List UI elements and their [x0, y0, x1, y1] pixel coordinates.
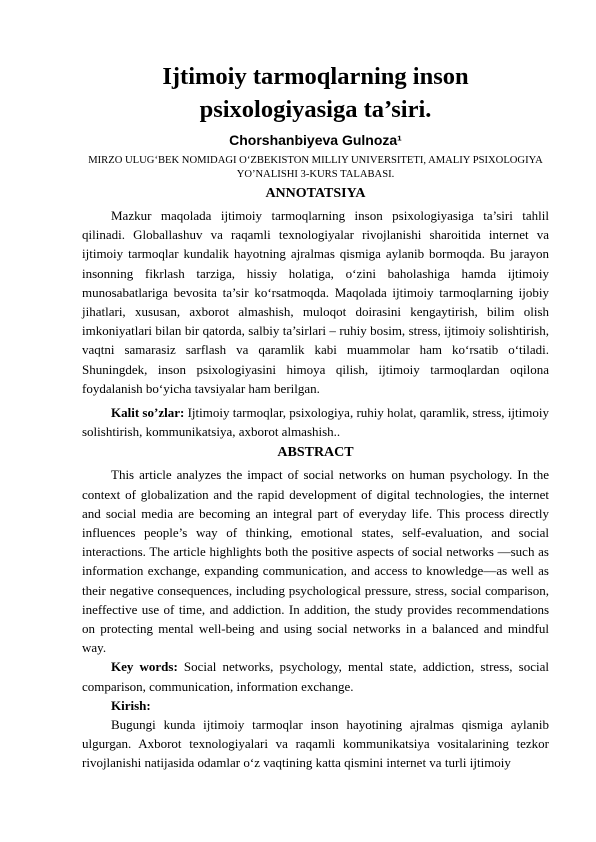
annotation-heading: ANNOTATSIYA	[265, 186, 366, 201]
intro-label: Kirish:	[111, 697, 151, 713]
abstract-keywords-text: Social networks, psychology, mental state, addiction, stress, social comparison, communication, information exchange.	[82, 659, 549, 694]
paper-title: Ijtimoiy tarmoqlarning inson psixologiyasiga ta’siri.	[162, 63, 469, 123]
author-name: Chorshanbiyeva Gulnoza¹	[229, 132, 402, 148]
intro-text: Bugungi kunda ijtimoiy tarmoqlar inson hayotining ajralmas qismiga aylanib ulgurgan. Axborot texnologiyalari va raqamli kommunikatsiya vositalarining tezkor rivojlanishi natijasida odamlar o‘z vaqtining katta qismini internet va turli ijtimoiy	[82, 717, 549, 771]
author-affiliation: MIRZO ULUG‘BEK NOMIDAGI O‘ZBEKISTON MILLIY UNIVERSITETI, AMALIY PSIXOLOGIYA YO’NALISHI 3-KURS TALABASI.	[88, 155, 543, 180]
abstract-keywords	[82, 657, 549, 695]
abstract-text: This article analyzes the impact of social networks on human psychology. In the context of globalization and the rapid development of digital technologies, the internet and social media are becoming an integral part of everyday life. This process directly influences people’s way of thinking, emotional states, self-evaluation, and social interactions. The article highlights both the positive aspects of social networks —such as information exchange, expanding communication, and access to knowledge—as well as their negative consequences, including psychological pressure, stress, social comparison, ineffective use of time, and addiction. In addition, the study provides recommendations on protecting mental well-being and using social networks in a balanced and mindful way.	[82, 467, 549, 656]
abstract-keywords-label: Key words:	[111, 659, 178, 675]
annotation-keywords-label: Kalit so’zlar:	[111, 405, 185, 421]
intro-heading	[82, 696, 549, 715]
annotation-keywords-text: Ijtimoiy tarmoqlar, psixologiya, ruhiy holat, qaramlik, stress, ijtimoiy solishtirish, kommunikatsiya, axborot almashish..	[82, 405, 549, 440]
annotation-text: Mazkur maqolada ijtimoiy tarmoqlarning inson psixologiyasiga ta’siri tahlil qilinadi. Globallashuv va raqamli texnologiyalar rivojlanishi sharoitida internet va ijtimoiy tarmoqlar kundalik hayotning ajralmas qismiga aylanib bormoqda. Bu jarayon insonning fikrlash tarziga, hissiy holatiga, o‘zini baholashiga hamda ijtimoiy munosabatlariga bevosita ta’sir ko‘rsatmoqda. Maqolada ijtimoiy tarmoqlarning ijobiy jihatlari, xususan, axborot almashish, muloqot doirasini kengaytirish, bilim olish imkoniyatlari bilan bir qatorda, salbiy ta’sirlari – ruhiy bosim, stress, ijtimoiy solishtirish, vaqtni samarasiz sarflash va qaramlik kabi muammolar ham ko‘rsatib o‘tiladi. Shuningdek, inson psixologiyasini himoya qilish, ijtimoiy tarmoqlardan oqilona foydalanish bo‘yicha tavsiyalar ham berilgan.	[82, 208, 549, 396]
abstract-heading: ABSTRACT	[277, 445, 354, 461]
annotation-keywords	[82, 403, 549, 441]
